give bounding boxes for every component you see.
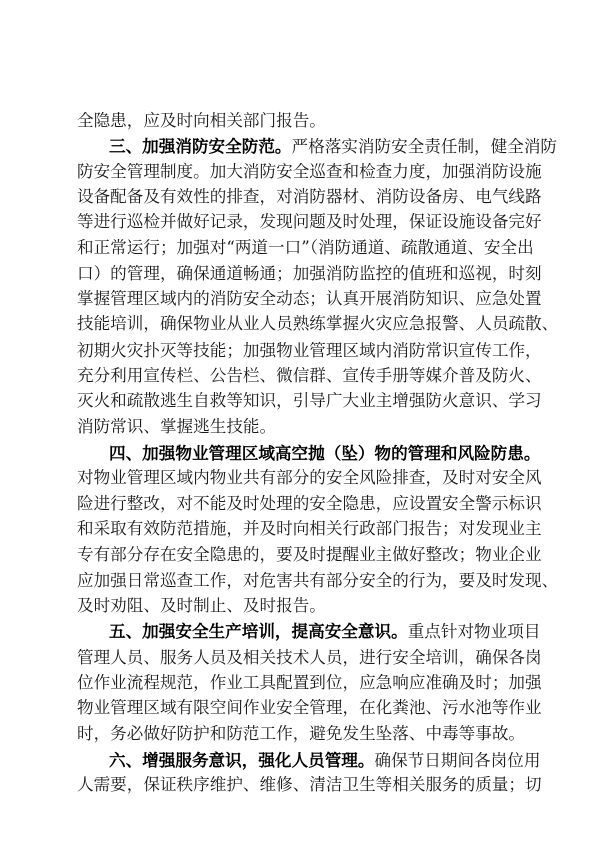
text-line	[77, 672, 542, 694]
body-text: 对物业管理区域内物业共有部分的安全风险排查，及时对安全风	[77, 468, 542, 487]
text-line	[77, 313, 559, 335]
body-text: 消防常识、掌握逃生技能。	[77, 417, 277, 436]
text-line	[77, 186, 542, 208]
section-heading: 五、加强安全生产培训，提高安全意识。	[109, 621, 408, 641]
body-text: 重点针对物业项目	[407, 622, 541, 641]
body-text: 和采取有效防范措施，并及时向相关行政部门报告；对发现业主	[77, 519, 542, 538]
text-line	[77, 110, 527, 132]
text-line	[109, 442, 541, 465]
text-line	[77, 723, 527, 745]
body-text: 充分利用宣传栏、公告栏、微信群、宣传手册等媒介普及防火、	[77, 366, 542, 385]
body-text: 管理人员、服务人员及相关技术人员，进行安全培训，确保各岗	[77, 648, 542, 667]
text-line	[77, 211, 542, 233]
text-line	[109, 749, 541, 772]
body-text: 物业管理区域有限空间作业安全管理，在化粪池、污水池等作业	[77, 698, 542, 717]
text-line	[77, 570, 559, 592]
text-line	[77, 774, 542, 796]
body-text: 灭火和疏散逃生自救等知识，引导广大业主增强防火意识、学习	[77, 391, 542, 410]
body-text: 技能培训，确保物业从业人员熟练掌握火灾应急报警、人员疏散、	[77, 314, 559, 333]
text-line	[77, 416, 527, 438]
body-text: 防安全管理制度。加大消防安全巡查和检查力度，加强消防设施	[77, 162, 542, 181]
text-line	[77, 518, 542, 540]
body-text: 人需要，保证秩序维护、维修、清洁卫生等相关服务的质量；切	[77, 775, 542, 794]
body-text: 掌握管理区域内的消防安全动态；认真开展消防知识、应急处置	[77, 289, 542, 308]
text-line	[77, 595, 527, 617]
text-line	[109, 620, 541, 643]
body-text: 等进行巡检并做好记录，发现问题及时处理，保证设施设备完好	[77, 212, 542, 231]
body-text: 时，务必做好防护和防范工作，避免发生坠落、中毒等事故。	[77, 724, 526, 743]
body-text: 严格落实消防安全责任制，健全消防	[291, 137, 558, 156]
text-line	[77, 697, 542, 719]
text-line	[77, 390, 542, 412]
body-text: 应加强日常巡查工作，对危害共有部分安全的行为，要及时发现、	[77, 571, 559, 590]
text-line	[77, 647, 542, 669]
body-text: 初期火灾扑灭等技能；加强物业管理区域内消防常识宣传工作，	[77, 341, 542, 360]
text-line	[77, 237, 534, 259]
body-text: 及时劝阻、及时制止、及时报告。	[77, 596, 326, 615]
text-line	[77, 161, 542, 183]
section-heading: 三、加强消防安全防范。	[109, 136, 292, 156]
text-line	[77, 467, 542, 489]
body-text: 专有部分存在安全隐患的，要及时提醒业主做好整改；物业企业	[77, 545, 542, 564]
body-text: 位作业流程规范，作业工具配置到位，应急响应准确及时；加强	[77, 673, 542, 692]
text-line	[77, 544, 542, 566]
section-heading: 四、加强物业管理区域高空抛（坠）物的管理和风险防患。	[109, 443, 541, 463]
body-text: 全隐患，应及时向相关部门报告。	[77, 111, 326, 130]
body-text: 险进行整改，对不能及时处理的安全隐患，应设置安全警示标识	[77, 494, 542, 513]
text-line	[77, 340, 542, 362]
body-text: 和正常运行；加强对“两道一口”（消防通道、疏散通道、安全出	[77, 238, 534, 257]
section-heading: 六、增强服务意识，强化人员管理。	[109, 750, 375, 770]
text-line	[77, 288, 542, 310]
text-line	[109, 135, 558, 158]
text-line	[77, 263, 542, 285]
body-text: 口）的管理，确保通道畅通；加强消防监控的值班和巡视，时刻	[77, 264, 542, 283]
text-line	[77, 365, 542, 387]
body-text: 确保节日期间各岗位用	[374, 751, 541, 770]
body-text: 设备配备及有效性的排查，对消防器材、消防设备房、电气线路	[77, 187, 542, 206]
text-line	[77, 493, 542, 515]
